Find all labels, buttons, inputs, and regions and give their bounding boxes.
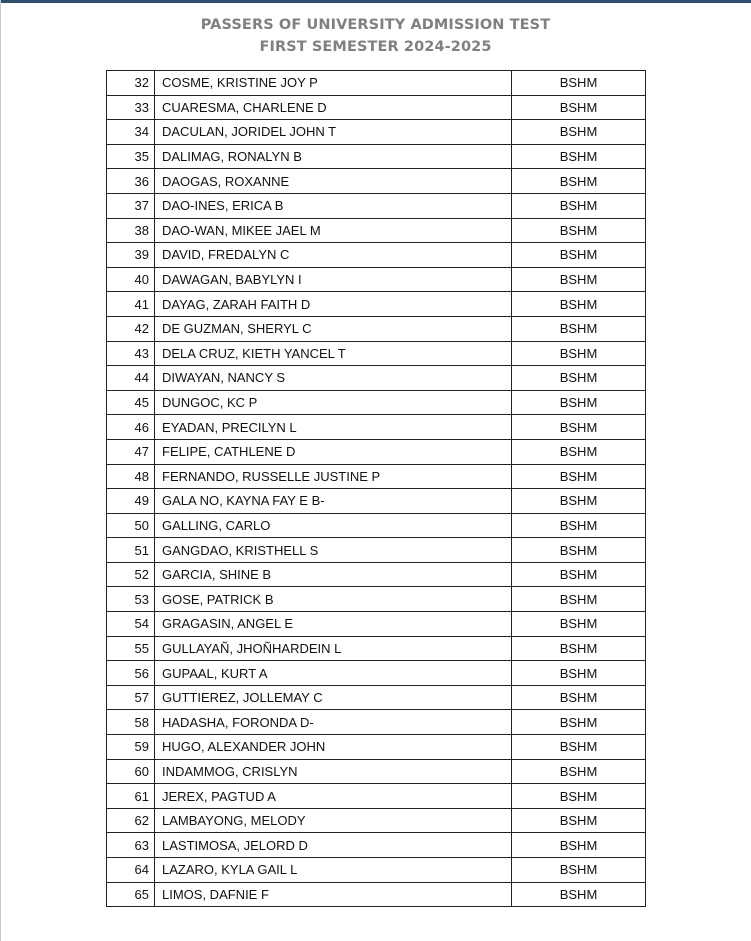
row-number: 49 xyxy=(107,489,155,514)
table-row xyxy=(107,513,646,538)
table-row xyxy=(107,784,646,809)
student-name: GARCIA, SHINE B xyxy=(155,562,512,587)
row-number: 40 xyxy=(107,267,155,292)
table-row xyxy=(107,562,646,587)
row-number: 46 xyxy=(107,415,155,440)
program-code: BSHM xyxy=(512,415,646,440)
table-row xyxy=(107,882,646,907)
student-name: EYADAN, PRECILYN L xyxy=(155,415,512,440)
row-number: 55 xyxy=(107,636,155,661)
program-code: BSHM xyxy=(512,243,646,268)
table-row xyxy=(107,71,646,96)
table-row xyxy=(107,341,646,366)
table-row xyxy=(107,243,646,268)
student-name: DELA CRUZ, KIETH YANCEL T xyxy=(155,341,512,366)
student-name: GALA NO, KAYNA FAY E B- xyxy=(155,489,512,514)
table-row xyxy=(107,218,646,243)
student-name: JEREX, PAGTUD A xyxy=(155,784,512,809)
student-name: LAMBAYONG, MELODY xyxy=(155,808,512,833)
row-number: 47 xyxy=(107,439,155,464)
table-row xyxy=(107,415,646,440)
program-code: BSHM xyxy=(512,169,646,194)
program-code: BSHM xyxy=(512,759,646,784)
program-code: BSHM xyxy=(512,193,646,218)
program-code: BSHM xyxy=(512,489,646,514)
row-number: 60 xyxy=(107,759,155,784)
program-code: BSHM xyxy=(512,267,646,292)
program-code: BSHM xyxy=(512,735,646,760)
row-number: 33 xyxy=(107,95,155,120)
table-row xyxy=(107,120,646,145)
student-name: DALIMAG, RONALYN B xyxy=(155,144,512,169)
table-row xyxy=(107,390,646,415)
row-number: 37 xyxy=(107,193,155,218)
student-name: HUGO, ALEXANDER JOHN xyxy=(155,735,512,760)
student-name: GANGDAO, KRISTHELL S xyxy=(155,538,512,563)
table-row xyxy=(107,833,646,858)
row-number: 53 xyxy=(107,587,155,612)
table-row xyxy=(107,169,646,194)
student-name: HADASHA, FORONDA D- xyxy=(155,710,512,735)
row-number: 50 xyxy=(107,513,155,538)
student-name: CUARESMA, CHARLENE D xyxy=(155,95,512,120)
table-row xyxy=(107,144,646,169)
table-row xyxy=(107,439,646,464)
student-name: DAOGAS, ROXANNE xyxy=(155,169,512,194)
table-row xyxy=(107,587,646,612)
student-name: FELIPE, CATHLENE D xyxy=(155,439,512,464)
heading-title: PASSERS OF UNIVERSITY ADMISSION TEST xyxy=(200,17,551,33)
program-code: BSHM xyxy=(512,538,646,563)
student-name: LASTIMOSA, JELORD D xyxy=(155,833,512,858)
table-row xyxy=(107,661,646,686)
row-number: 52 xyxy=(107,562,155,587)
table-row xyxy=(107,612,646,637)
row-number: 32 xyxy=(107,71,155,96)
program-code: BSHM xyxy=(512,71,646,96)
table-row xyxy=(107,366,646,391)
student-name: GALLING, CARLO xyxy=(155,513,512,538)
student-name: DAVID, FREDALYN C xyxy=(155,243,512,268)
program-code: BSHM xyxy=(512,464,646,489)
program-code: BSHM xyxy=(512,439,646,464)
student-name: DAO-WAN, MIKEE JAEL M xyxy=(155,218,512,243)
student-name: LAZARO, KYLA GAIL L xyxy=(155,858,512,883)
program-code: BSHM xyxy=(512,636,646,661)
left-border xyxy=(0,0,1,941)
program-code: BSHM xyxy=(512,316,646,341)
table-row xyxy=(107,464,646,489)
student-name: GULLAYAÑ, JHOÑHARDEIN L xyxy=(155,636,512,661)
table-row xyxy=(107,636,646,661)
student-name: GOSE, PATRICK B xyxy=(155,587,512,612)
program-code: BSHM xyxy=(512,833,646,858)
row-number: 62 xyxy=(107,808,155,833)
row-number: 64 xyxy=(107,858,155,883)
student-name: DUNGOC, KC P xyxy=(155,390,512,415)
row-number: 45 xyxy=(107,390,155,415)
student-name: COSME, KRISTINE JOY P xyxy=(155,71,512,96)
program-code: BSHM xyxy=(512,120,646,145)
table-row xyxy=(107,538,646,563)
row-number: 39 xyxy=(107,243,155,268)
row-number: 36 xyxy=(107,169,155,194)
program-code: BSHM xyxy=(512,341,646,366)
student-name: DACULAN, JORIDEL JOHN T xyxy=(155,120,512,145)
program-code: BSHM xyxy=(512,661,646,686)
student-name: DIWAYAN, NANCY S xyxy=(155,366,512,391)
program-code: BSHM xyxy=(512,808,646,833)
row-number: 42 xyxy=(107,316,155,341)
row-number: 63 xyxy=(107,833,155,858)
program-code: BSHM xyxy=(512,292,646,317)
row-number: 35 xyxy=(107,144,155,169)
program-code: BSHM xyxy=(512,882,646,907)
program-code: BSHM xyxy=(512,144,646,169)
passers-table xyxy=(106,70,646,907)
row-number: 61 xyxy=(107,784,155,809)
student-name: DAO-INES, ERICA B xyxy=(155,193,512,218)
program-code: BSHM xyxy=(512,612,646,637)
table-row xyxy=(107,858,646,883)
table-row xyxy=(107,735,646,760)
program-code: BSHM xyxy=(512,685,646,710)
passers-table-body xyxy=(107,71,646,907)
program-code: BSHM xyxy=(512,562,646,587)
row-number: 34 xyxy=(107,120,155,145)
program-code: BSHM xyxy=(512,858,646,883)
row-number: 41 xyxy=(107,292,155,317)
heading-subtitle: FIRST SEMESTER 2024-2025 xyxy=(259,39,492,55)
table-row xyxy=(107,710,646,735)
row-number: 48 xyxy=(107,464,155,489)
student-name: INDAMMOG, CRISLYN xyxy=(155,759,512,784)
program-code: BSHM xyxy=(512,710,646,735)
top-border xyxy=(0,0,751,3)
program-code: BSHM xyxy=(512,390,646,415)
table-row xyxy=(107,316,646,341)
row-number: 56 xyxy=(107,661,155,686)
row-number: 44 xyxy=(107,366,155,391)
student-name: GUTTIEREZ, JOLLEMAY C xyxy=(155,685,512,710)
table-row xyxy=(107,193,646,218)
row-number: 59 xyxy=(107,735,155,760)
document-heading xyxy=(0,14,751,58)
student-name: DAWAGAN, BABYLYN I xyxy=(155,267,512,292)
student-name: GRAGASIN, ANGEL E xyxy=(155,612,512,637)
row-number: 51 xyxy=(107,538,155,563)
program-code: BSHM xyxy=(512,366,646,391)
student-name: FERNANDO, RUSSELLE JUSTINE P xyxy=(155,464,512,489)
table-row xyxy=(107,808,646,833)
student-name: LIMOS, DAFNIE F xyxy=(155,882,512,907)
program-code: BSHM xyxy=(512,95,646,120)
table-row xyxy=(107,759,646,784)
row-number: 43 xyxy=(107,341,155,366)
row-number: 54 xyxy=(107,612,155,637)
student-name: GUPAAL, KURT A xyxy=(155,661,512,686)
row-number: 38 xyxy=(107,218,155,243)
table-row xyxy=(107,95,646,120)
row-number: 57 xyxy=(107,685,155,710)
table-row xyxy=(107,685,646,710)
program-code: BSHM xyxy=(512,784,646,809)
row-number: 58 xyxy=(107,710,155,735)
student-name: DAYAG, ZARAH FAITH D xyxy=(155,292,512,317)
row-number: 65 xyxy=(107,882,155,907)
program-code: BSHM xyxy=(512,513,646,538)
table-row xyxy=(107,489,646,514)
program-code: BSHM xyxy=(512,587,646,612)
student-name: DE GUZMAN, SHERYL C xyxy=(155,316,512,341)
table-row xyxy=(107,267,646,292)
table-row xyxy=(107,292,646,317)
program-code: BSHM xyxy=(512,218,646,243)
